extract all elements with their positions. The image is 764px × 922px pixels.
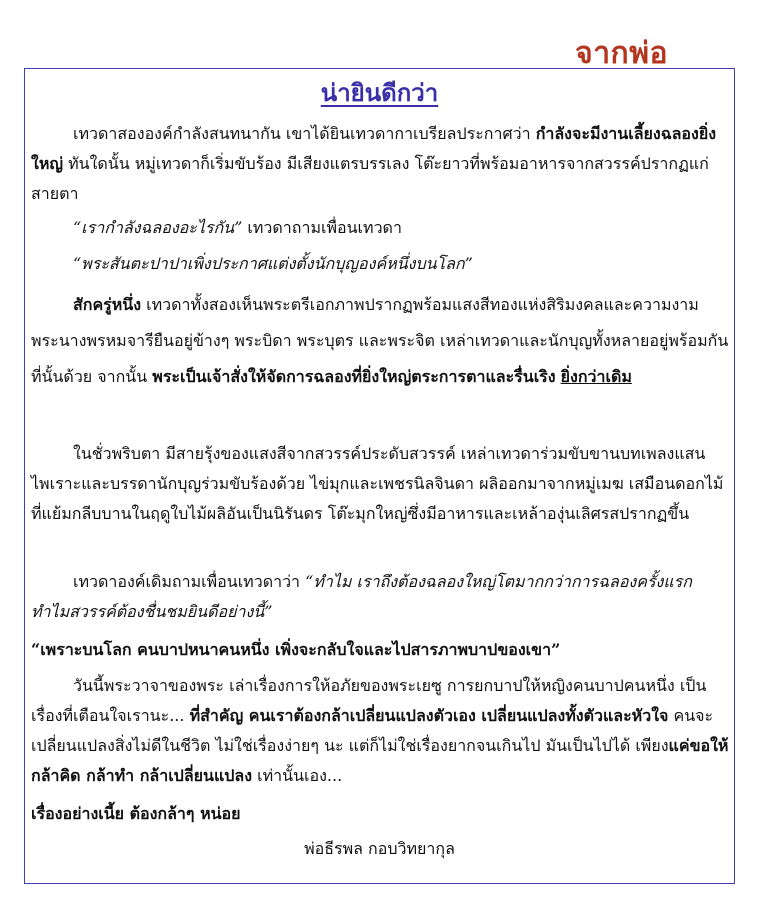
paragraph-5 — [31, 635, 731, 665]
article-title: น่ายินดีกว่า — [320, 78, 439, 107]
p1-text-bold: กำลังจะมีงานเลี้ยงฉลองยิ่งใหญ่ — [31, 124, 716, 173]
quote-2 — [31, 249, 731, 279]
quote-1-text: “เรากำลังฉลองอะไรกัน” — [73, 218, 243, 237]
p4-text-a: เทวดาองค์เดิมถามเพื่อนเทวดาว่า — [73, 572, 301, 591]
paragraph-7 — [31, 799, 731, 829]
p7-text-bold: เรื่องอย่างเนี้ย ต้องกล้าๆ หน่อย — [31, 804, 241, 823]
p2-text-bold-c: พระเป็นเจ้าสั่งให้จัดการฉลองที่ยิ่งใหญ่ตระการตาและรื่นเริง — [152, 367, 556, 386]
article-frame — [24, 68, 735, 884]
p2-text-underline: ยิ่งกว่าเดิม — [560, 367, 632, 386]
paragraph-4 — [31, 567, 731, 627]
p6-text-bold-b: ที่สำคัญ คนเราต้องกล้าเปลี่ยนแปลงตัวเอง เปลี่ยนแปลงทั้งตัวและหัวใจ — [189, 706, 669, 725]
p2-text-b: เทวดาทั้งสองเห็นพระตรีเอกภาพปรากฏพร้อมแสงสีทองแห่งสิริมงคลและความงาม พระนางพรหมจารียืนอยู่ข้างๆ พระบิดา พระบุตร และพระจิต เหล่าเทวดาและนักบุญทั้งหลายอยู่พร้อมกันที่นั้นด้วย จากนั้น — [31, 295, 729, 386]
p6-text-bold-d: แค่ขอให้กล้าคิด กล้าทำ กล้าเปลี่ยนแปลง — [31, 736, 729, 785]
p6-text-a: วันนี้พระวาจาของพระ เล่าเรื่องการให้อภัยของพระเยซู การยกบาปให้หญิงคนบาปคนหนึ่ง เป็นเรื่องที่เตือนใจเรานะ... — [31, 676, 707, 725]
p1-text-a: เทวดาสององค์กำลังสนทนากัน เขาได้ยินเทวดากาเบรียลประกาศว่า — [73, 124, 531, 143]
paragraph-2 — [31, 287, 731, 395]
p6-text-e: เท่านั้นเอง... — [257, 766, 343, 785]
p2-text-bold-a: สักครู่หนึ่ง — [73, 295, 142, 314]
quote-1-tail: เทวดาถามเพื่อนเทวดา — [247, 218, 402, 237]
quote-1 — [31, 213, 731, 243]
paragraph-3: ในชั่วพริบตา มีสายรุ้งของแสงสีจากสวรรค์ประดับสวรรค์ เหล่าเทวดาร่วมขับขานบทเพลงแสนไพเราะและบรรดานักบุญร่วมขับร้องด้วย ไข่มุกและเพชรนิลจินดา ผลิออกมาจากหมู่เมฆ เสมือนดอกไม้ที่แย้มกลีบบานในฤดูใบไม้ผลิอันเป็นนิรันดร โต๊ะมุกใหญ่ซึ่งมีอาหารและเหล้าองุ่นเลิศรสปรากฏขึ้น — [31, 444, 724, 523]
paragraph-6 — [31, 671, 731, 791]
p5-text-bold: “เพราะบนโลก คนบาปหนาคนหนึ่ง เพิ่งจะกลับใจและไปสารภาพบาปของเขา” — [31, 640, 561, 659]
p6-text-c: คนจะเปลี่ยนแปลงสิ่งไม่ดีในชีวิต ไม่ใช่เรื่องง่ายๆ นะ แต่ก็ไม่ใช่เรื่องยากจนเกินไป มันเป็นไปได้ เพียง — [31, 706, 714, 755]
paragraph-1 — [31, 119, 731, 209]
quote-2-text: “พระสันตะปาปาเพิ่งประกาศแต่งตั้งนักบุญองค์หนึ่งบนโลก” — [73, 254, 473, 273]
p1-text-c: ทันใดนั้น หมู่เทวดาก็เริ่มขับร้อง มีเสียงแตรบรรเลง โต๊ะยาวที่พร้อมอาหารจากสวรรค์ปรากฏแก่สายตา — [31, 154, 709, 203]
p4-quote: “ทำไม เราถึงต้องฉลองใหญ่โตมากกว่าการฉลองครั้งแรก ทำไมสวรรค์ต้องชื่นชมยินดีอย่างนี้” — [31, 572, 692, 621]
page-header-title: จากพ่อ — [575, 36, 668, 71]
signature: พ่อธีรพล กอบวิทยากุล — [304, 839, 455, 858]
